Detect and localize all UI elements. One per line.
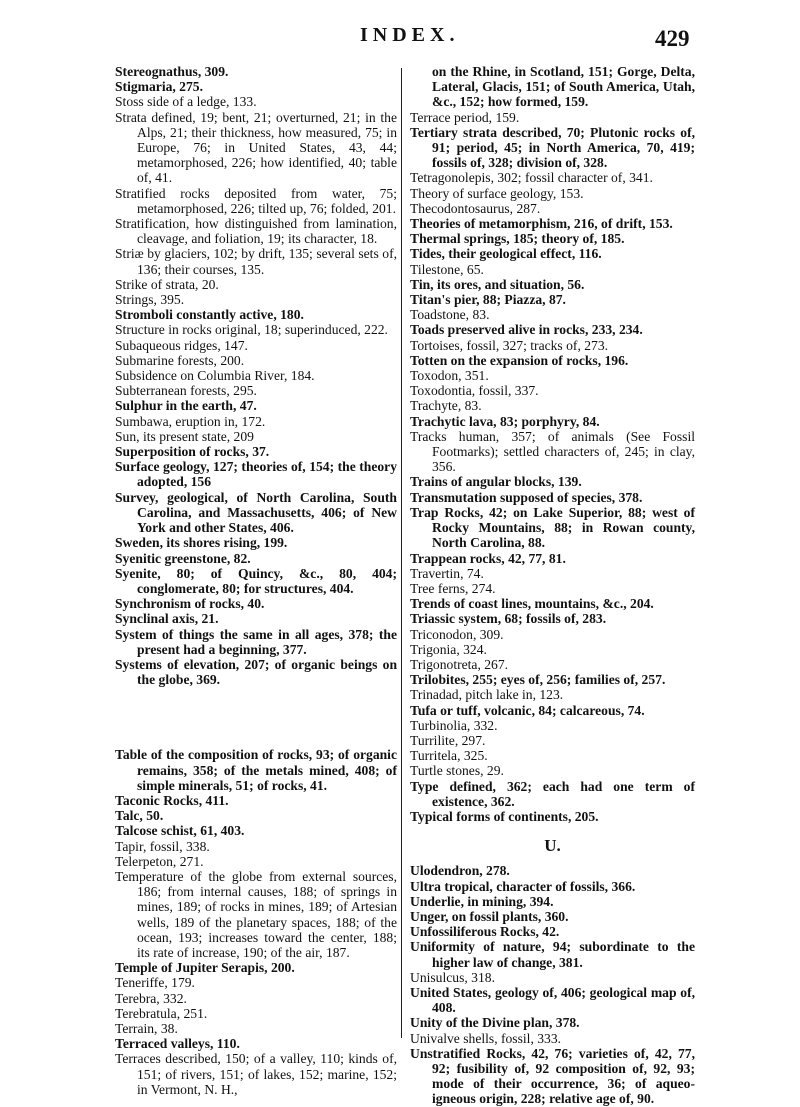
index-entry: Transmutation supposed of species, 378.: [410, 489, 643, 505]
index-entry: Turritela, 325.: [410, 748, 488, 764]
left-column: [115, 64, 397, 1097]
index-entry: Unger, on fossil plants, 360.: [410, 908, 569, 924]
index-entry: Sumbawa, eruption in, 172.: [115, 413, 266, 429]
index-entry: Syenitic greenstone, 82.: [115, 550, 251, 566]
index-entry: Trap Rocks, 42; on Lake Superior, 88; west of Rocky Mountains, 88; in Rowan county, North Carolina, 88.: [410, 504, 695, 551]
index-entry: Stigmaria, 275.: [115, 79, 203, 95]
index-entry: Triassic system, 68; fossils of, 283.: [410, 611, 607, 627]
index-entry: Subterranean forests, 295.: [115, 383, 257, 399]
index-entry: Turrilite, 297.: [410, 732, 486, 748]
index-entry: Tree ferns, 274.: [410, 580, 496, 596]
index-entry: Univalve shells, fossil, 333.: [410, 1030, 562, 1046]
index-entry: Strings, 395.: [115, 292, 185, 308]
index-entry: Underlie, in mining, 394.: [410, 893, 554, 909]
index-entry: Toadstone, 83.: [410, 307, 490, 323]
index-entry: United States, geology of, 406; geological map of, 408.: [410, 984, 695, 1016]
index-entry: Tetragonolepis, 302; fossil character of, 341.: [410, 170, 653, 186]
index-entry: Triconodon, 309.: [410, 626, 504, 642]
index-entry: Superposition of rocks, 37.: [115, 444, 270, 460]
index-entry: Tortoises, fossil, 327; tracks of, 273.: [410, 337, 609, 353]
index-entry: Subaqueous ridges, 147.: [115, 337, 248, 353]
index-entry: Uniformity of nature, 94; subordinate to the higher law of change, 381.: [410, 939, 695, 970]
index-entry: Surface geology, 127; theories of, 154; the theory adopted, 156: [115, 459, 397, 490]
index-entry: Titan's pier, 88; Piazza, 87.: [410, 292, 566, 308]
index-entry: Unfossiliferous Rocks, 42.: [410, 924, 560, 940]
index-entry: Strata defined, 19; bent, 21; overturned, 21; in the Alps, 21; their thickness, how measured, 75; in Europe, 76; in United States, 43, 44; metamorphosed, 226; how identified, 40; table of, 41.: [115, 109, 397, 186]
index-entry: Stromboli constantly active, 180.: [115, 307, 304, 323]
index-entry: Structure in rocks original, 18; superinduced, 222.: [115, 322, 388, 338]
index-entry: Turtle stones, 29.: [410, 763, 504, 779]
index-entry: Submarine forests, 200.: [115, 352, 245, 368]
index-entry: Synchronism of rocks, 40.: [115, 596, 265, 612]
index-entry: Striæ by glaciers, 102; by drift, 135; several sets of, 136; their courses, 135.: [115, 246, 397, 277]
index-entry: Sweden, its shores rising, 199.: [115, 535, 288, 551]
index-entry: Ultra tropical, character of fossils, 366.: [410, 878, 636, 894]
index-entry: Tufa or tuff, volcanic, 84; calcareous, 74.: [410, 702, 645, 718]
index-entry: Stratification, how distinguished from lamination, cleavage, and foliation, 19; its character, 18.: [115, 216, 397, 247]
index-entry: System of things the same in all ages, 378; the present had a beginning, 377.: [115, 626, 397, 657]
index-entry: on the Rhine, in Scotland, 151; Gorge, Delta, Lateral, Glacis, 151; of South America, Utah, &c., 152; how formed, 159.: [432, 64, 695, 110]
index-entry: Tertiary strata described, 70; Plutonic rocks of, 91; period, 45; in North America, 70, 419; fossils of, 328; division of, 328.: [410, 124, 695, 171]
index-entry: Terrain, 38.: [115, 1020, 178, 1036]
index-entry: Subsidence on Columbia River, 184.: [115, 368, 315, 384]
index-entry: Trachyte, 83.: [410, 398, 482, 414]
right-entries-t: [410, 64, 695, 824]
index-entry: Trinadad, pitch lake in, 123.: [410, 687, 564, 703]
index-entry: Tilestone, 65.: [410, 261, 484, 277]
index-entry: Unity of the Divine plan, 378.: [410, 1015, 580, 1031]
index-entry: Thecodontosaurus, 287.: [410, 200, 541, 216]
index-entry: Tides, their geological effect, 116.: [410, 246, 602, 262]
right-column: [410, 64, 695, 1107]
index-entry: Tin, its ores, and situation, 56.: [410, 276, 585, 292]
index-entry: Trigonotreta, 267.: [410, 656, 509, 672]
index-entry: Terraced valleys, 110.: [115, 1036, 240, 1052]
index-entry: Talcose schist, 61, 403.: [115, 823, 245, 839]
index-entry: Strike of strata, 20.: [115, 276, 219, 292]
index-entry: Theories of metamorphism, 216, of drift, 153.: [410, 216, 673, 232]
index-entry: Taconic Rocks, 411.: [115, 792, 229, 808]
index-entry: Systems of elevation, 207; of organic beings on the globe, 369.: [115, 656, 397, 688]
index-entry: Trends of coast lines, mountains, &c., 204.: [410, 596, 654, 612]
right-entries-u: [410, 863, 695, 1106]
index-entry: Unstratified Rocks, 42, 76; varieties of, 42, 77, 92; fusibility of, 92 composition of, 92, 93; mode of their occurrence, 36; of aqueo-igneous origin, 228; relative age of, 90.: [410, 1045, 695, 1107]
index-entry: Terraces described, 150; of a valley, 110; kinds of, 151; of rivers, 151; of lakes, 152; marine, 152; in Vermont, N. H.,: [115, 1051, 397, 1097]
index-entry: Ulodendron, 278.: [410, 863, 510, 879]
index-entry: Trappean rocks, 42, 77, 81.: [410, 550, 566, 566]
index-entry: Trains of angular blocks, 139.: [410, 474, 582, 490]
index-entry: Terebra, 332.: [115, 990, 187, 1006]
page-number: 429: [655, 26, 690, 51]
index-entry: Talc, 50.: [115, 808, 164, 824]
index-entry: Synclinal axis, 21.: [115, 611, 219, 627]
index-entry: Survey, geological, of North Carolina, South Carolina, and Massachusetts, 406; of New York and other States, 406.: [115, 489, 397, 536]
index-entry: Table of the composition of rocks, 93; of organic remains, 358; of the metals mined, 408; of simple minerals, 51; of rocks, 41.: [115, 747, 397, 793]
index-entry: Trigonia, 324.: [410, 641, 487, 657]
index-entry: Travertin, 74.: [410, 565, 484, 581]
index-entry: Thermal springs, 185; theory of, 185.: [410, 231, 625, 247]
index-entry: Telerpeton, 271.: [115, 853, 204, 869]
index-entry: Teneriffe, 179.: [115, 975, 195, 991]
index-entry: Toxodon, 351.: [410, 368, 489, 384]
index-entry: Turbinolia, 332.: [410, 717, 498, 733]
left-entries-s: [115, 64, 397, 687]
page-header: [0, 18, 800, 58]
index-entry: Totten on the expansion of rocks, 196.: [410, 352, 629, 368]
section-letter-heading: U.: [544, 836, 561, 856]
index-entry: Temple of Jupiter Serapis, 200.: [115, 960, 295, 976]
index-entry: Toxodontia, fossil, 337.: [410, 383, 539, 399]
index-entry: Syenite, 80; of Quincy, &c., 80, 404; conglomerate, 80; for structures, 404.: [115, 565, 397, 596]
left-entries-t: [115, 747, 397, 1097]
index-entry: Temperature of the globe from external sources, 186; from internal causes, 188; of springs in mines, 189; of rocks in mines, 189; of Artesian wells, 189 of the planetary spaces, 188; of the ocean, 193; increases toward the center, 188; its rate of increase, 190; of the air, 187.: [115, 868, 397, 960]
index-entry: Tapir, fossil, 338.: [115, 838, 210, 854]
index-entry: Stoss side of a ledge, 133.: [115, 94, 257, 110]
index-entry: Tracks human, 357; of animals (See Fossil Footmarks); settled characters of, 245; in clay, 356.: [410, 428, 695, 475]
index-entry: Toads preserved alive in rocks, 233, 234.: [410, 322, 643, 338]
index-entry: Type defined, 362; each had one term of existence, 362.: [410, 778, 695, 809]
index-entry: Terrace period, 159.: [410, 109, 520, 125]
page-title: INDEX.: [360, 24, 460, 46]
index-entry: Sulphur in the earth, 47.: [115, 398, 257, 414]
index-entry: Stereognathus, 309.: [115, 64, 229, 79]
index-entry: Stratified rocks deposited from water, 75; metamorphosed, 226; tilted up, 76; folded, 201.: [115, 185, 397, 216]
index-entry: Sun, its present state, 209: [115, 428, 254, 444]
section-gap: [115, 687, 397, 747]
index-entry: Terebratula, 251.: [115, 1005, 208, 1021]
index-entry: Trilobites, 255; eyes of, 256; families of, 257.: [410, 672, 666, 688]
index-entry: Theory of surface geology, 153.: [410, 185, 584, 201]
index-entry: Trachytic lava, 83; porphyry, 84.: [410, 413, 600, 429]
column-divider: [401, 68, 402, 1038]
index-entry: Unisulcus, 318.: [410, 969, 495, 985]
index-entry: Typical forms of continents, 205.: [410, 808, 599, 824]
